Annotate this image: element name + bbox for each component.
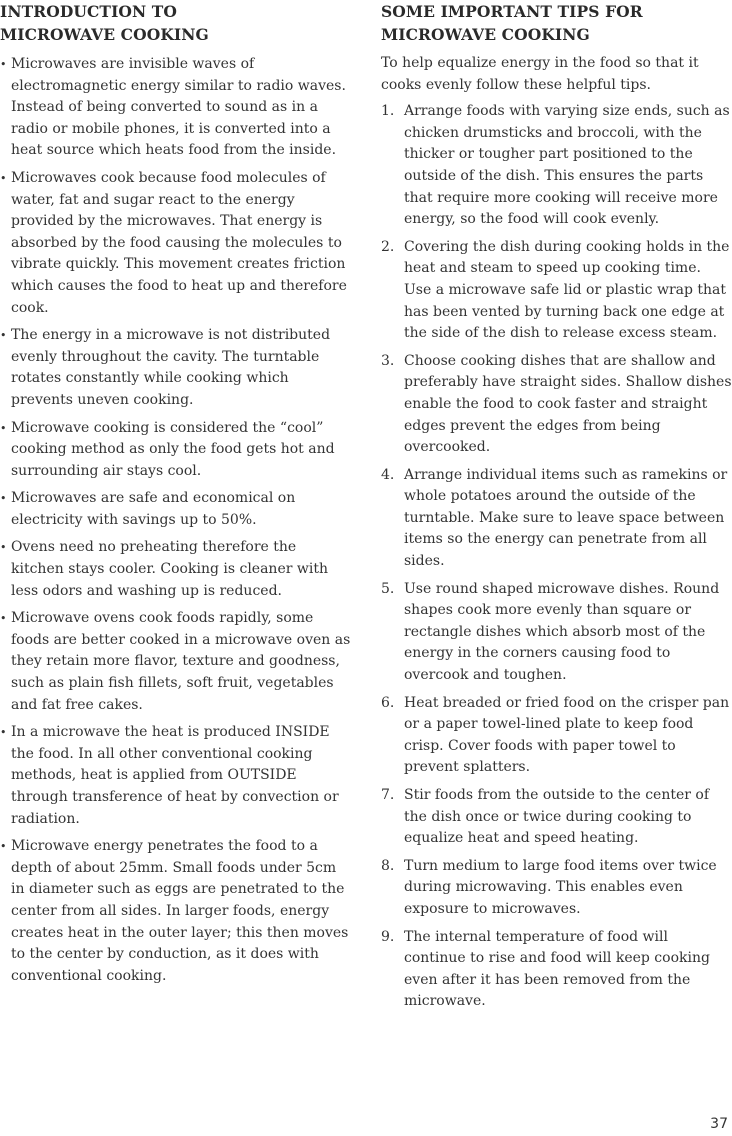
bullet-item: • Microwave cooking is considered the “cool” cooking method as only the food gets hot and surrounding air stays cool. [0, 418, 352, 483]
bullet-item: • In a microwave the heat is produced INSIDE the food. In all other conventional cooking methods, heat is applied from OUTSIDE through transference of heat by convection or radiation. [0, 722, 352, 830]
tips-heading-line1: SOME IMPORTANT TIPS FOR [381, 2, 643, 21]
bullet-item: • Microwaves cook because food molecules of water, fat and sugar react to the energy provided by the microwaves. That energy is absorbed by the food causing the molecules to vibrate quickly. This movement creates friction which causes the food to heat up and therefore cook. [0, 168, 352, 319]
bullet-item: • Microwave ovens cook foods rapidly, some foods are better cooked in a microwave oven as they retain more flavor, texture and goodness, such as plain fish fillets, soft fruit, vegetables and fat free cakes. [0, 608, 352, 716]
tip-text: Heat breaded or fried food on the crisper pan or a paper towel-lined plate to keep food crisp. Cover foods with paper towel to prevent splatters. [404, 694, 730, 776]
tip-text: The internal temperature of food will continue to rise and food will keep cooking even after it has been removed from the microwave. [404, 928, 710, 1010]
tips-intro: To help equalize energy in the food so that it cooks evenly follow these helpful tips. [381, 55, 699, 93]
tip-item [381, 237, 732, 345]
tip-item [381, 693, 732, 779]
tip-number: 7. [381, 787, 395, 803]
tip-number: 4. [381, 466, 395, 483]
bullet-item: • Microwaves are safe and economical on electricity with savings up to 50%. [0, 488, 352, 531]
bullet-item: • Microwave energy penetrates the food to a depth of about 25mm. Small foods under 5cm in diameter such as eggs are penetrated to the center from all sides. In larger foods, energy creates heat in the outer layer; this then moves to the center by conduction, as it does with conventional cooking. [0, 836, 352, 987]
intro-heading [0, 0, 352, 46]
tip-text: Arrange individual items such as ramekins or whole potatoes around the outside of the turntable. Make sure to leave space between items so the energy can penetrate from all sides. [404, 466, 728, 570]
tip-number: 9. [381, 928, 395, 945]
intro-column [0, 0, 352, 993]
tip-number: 6. [381, 694, 395, 711]
tip-item [381, 579, 732, 687]
tip-item [381, 351, 732, 459]
tip-item [381, 465, 732, 573]
tips-heading [381, 0, 732, 46]
intro-bullet-list [0, 54, 352, 987]
tip-item [381, 101, 732, 231]
tips-column [381, 0, 732, 1019]
tip-text: Stir foods from the outside to the center of the dish once or twice during cooking to equalize heat and speed heating. [404, 787, 709, 847]
bullet-item: • The energy in a microwave is not distributed evenly throughout the cavity. The turntable rotates constantly while cooking which prevents uneven cooking. [0, 325, 352, 411]
tip-text: Turn medium to large food items over twice during microwaving. This enables even exposure to microwaves. [404, 857, 717, 917]
tip-number: 5. [381, 580, 395, 597]
tip-item [381, 785, 732, 850]
intro-heading-line2: MICROWAVE COOKING [0, 25, 209, 44]
tips-heading-line2: MICROWAVE COOKING [381, 25, 590, 44]
page-number: 37 [710, 1116, 728, 1132]
tip-text: Covering the dish during cooking holds in the heat and steam to speed up cooking time. Use a microwave safe lid or plastic wrap that has been vented by turning back one edge at the side of the dish to release excess steam. [404, 238, 730, 342]
tip-item [381, 927, 732, 1013]
tips-list [381, 101, 732, 1013]
tip-number: 2. [381, 238, 395, 255]
tip-item [381, 856, 732, 921]
intro-heading-line1: INTRODUCTION TO [0, 2, 178, 21]
bullet-item: • Ovens need no preheating therefore the kitchen stays cooler. Cooking is cleaner with less odors and washing up is reduced. [0, 537, 352, 602]
tip-number: 3. [381, 352, 395, 369]
tip-text: Use round shaped microwave dishes. Round shapes cook more evenly than square or rectangle dishes which absorb most of the energy in the corners causing food to overcook and toughen. [404, 580, 720, 684]
tip-number: 8. [381, 857, 395, 874]
tip-number: 1. [381, 103, 395, 120]
bullet-item: • Microwaves are invisible waves of electromagnetic energy similar to radio waves. Instead of being converted to sound as in a radio or mobile phones, it is converted into a heat source which heats food from the inside. [0, 54, 352, 162]
tip-text: Choose cooking dishes that are shallow and preferably have straight sides. Shallow dishes enable the food to cook faster and straight edges prevent the edges from being overcooked. [404, 352, 732, 456]
tip-text: Arrange foods with varying size ends, such as chicken drumsticks and broccoli, with the thicker or tougher part positioned to the outside of the dish. This ensures the parts that require more cooking will receive more energy, so the food will cook evenly. [404, 103, 730, 228]
